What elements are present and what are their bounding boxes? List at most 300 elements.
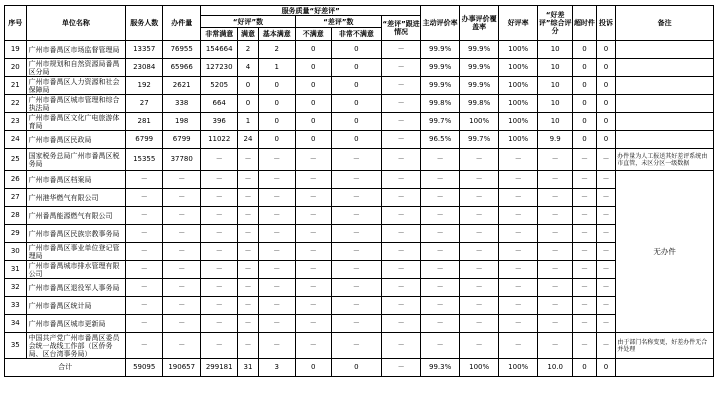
total-label: 合计 (5, 359, 126, 377)
cell-unsatisfied: － (295, 297, 331, 315)
cell-cases: － (163, 225, 201, 243)
cell-seq: 22 (5, 95, 27, 113)
cell-overdue: － (573, 149, 597, 171)
cell-eval-coverage: － (460, 189, 499, 207)
total-complaints: 0 (596, 359, 616, 377)
cell-bad-followup: － (382, 59, 421, 77)
header-served: 服务人数 (126, 6, 163, 41)
cell-eval-coverage: 99.9% (460, 59, 499, 77)
cell-unit: 广州市规划和自然资源局番禺区分局 (26, 59, 126, 77)
cell-very-unsatisfied: 0 (331, 77, 381, 95)
cell-very-unsatisfied: － (331, 225, 381, 243)
cell-unit: 广州市番禺区退役军人事务局 (26, 279, 126, 297)
cell-complaints: 0 (596, 77, 616, 95)
cell-bad-followup: － (382, 225, 421, 243)
header-bad-followup: “差评”跟进情况 (382, 16, 421, 41)
cell-very-unsatisfied: － (331, 333, 381, 359)
evaluation-table (4, 5, 714, 377)
cell-seq: 33 (5, 297, 27, 315)
cell-unsatisfied: 0 (295, 59, 331, 77)
cell-complaints: － (596, 243, 616, 261)
cell-cases: 37780 (163, 149, 201, 171)
cell-served: 15355 (126, 149, 163, 171)
cell-served: － (126, 243, 163, 261)
cell-overdue: 0 (573, 59, 597, 77)
cell-seq: 24 (5, 131, 27, 149)
cell-good-rate: 100% (499, 77, 538, 95)
cell-very-satisfied: － (201, 243, 238, 261)
total-overdue: 0 (573, 359, 597, 377)
cell-basic-satisfied: － (258, 261, 295, 279)
cell-very-satisfied: － (201, 297, 238, 315)
cell-composite: － (538, 189, 573, 207)
cell-composite: － (538, 315, 573, 333)
cell-served: － (126, 315, 163, 333)
header-seq: 序号 (5, 6, 27, 41)
cell-very-satisfied: 154664 (201, 41, 238, 59)
cell-eval-coverage: 99.9% (460, 41, 499, 59)
cell-very-satisfied: － (201, 149, 238, 171)
cell-complaints: － (596, 333, 616, 359)
cell-very-satisfied: － (201, 171, 238, 189)
cell-overdue: 0 (573, 131, 597, 149)
cell-cases: 198 (163, 113, 201, 131)
cell-served: － (126, 171, 163, 189)
cell-very-satisfied: 127230 (201, 59, 238, 77)
cell-unit: 广州市番禺城市排水管理有限公司 (26, 261, 126, 279)
cell-remark: 办件量为人工报送其好差评系统由市直管，未区分区一级数据 (616, 149, 714, 171)
cell-unit: 广州市番禺区统计局 (26, 297, 126, 315)
header-remarks: 备注 (616, 6, 714, 41)
header-basic-satisfied: 基本满意 (258, 28, 295, 41)
cell-basic-satisfied: 0 (258, 113, 295, 131)
cell-eval-coverage: 99.7% (460, 131, 499, 149)
header-very-satisfied: 非常满意 (201, 28, 238, 41)
cell-very-satisfied: － (201, 333, 238, 359)
table-row (5, 225, 714, 243)
cell-overdue: － (573, 189, 597, 207)
cell-very-unsatisfied: － (331, 279, 381, 297)
cell-unsatisfied: 0 (295, 77, 331, 95)
cell-basic-satisfied: － (258, 243, 295, 261)
cell-active-eval-rate: 96.5% (421, 131, 460, 149)
cell-remark (616, 77, 714, 95)
cell-good-rate: － (499, 279, 538, 297)
cell-unit: 广州港华燃气有限公司 (26, 189, 126, 207)
cell-basic-satisfied: 2 (258, 41, 295, 59)
cell-composite: － (538, 207, 573, 225)
cell-bad-followup: － (382, 95, 421, 113)
cell-very-satisfied: － (201, 315, 238, 333)
cell-good-rate: 100% (499, 95, 538, 113)
cell-complaints: 0 (596, 95, 616, 113)
cell-served: 23084 (126, 59, 163, 77)
cell-composite: － (538, 333, 573, 359)
cell-remark (616, 131, 714, 149)
cell-active-eval-rate: 99.9% (421, 77, 460, 95)
cell-active-eval-rate: － (421, 149, 460, 171)
cell-basic-satisfied: － (258, 171, 295, 189)
cell-cases: － (163, 171, 201, 189)
cell-very-unsatisfied: － (331, 297, 381, 315)
cell-seq: 20 (5, 59, 27, 77)
cell-eval-coverage: － (460, 171, 499, 189)
cell-unsatisfied: － (295, 207, 331, 225)
cell-active-eval-rate: － (421, 279, 460, 297)
cell-very-satisfied: 396 (201, 113, 238, 131)
cell-complaints: 0 (596, 131, 616, 149)
cell-complaints: － (596, 279, 616, 297)
cell-cases: － (163, 243, 201, 261)
cell-unsatisfied: － (295, 189, 331, 207)
cell-composite: － (538, 171, 573, 189)
cell-remark-no-cases: 无办件 (616, 171, 714, 333)
cell-satisfied: － (238, 243, 259, 261)
table-row (5, 243, 714, 261)
cell-active-eval-rate: － (421, 207, 460, 225)
header-good-rate: 好评率 (499, 6, 538, 41)
total-very-satisfied: 299181 (201, 359, 238, 377)
cell-very-unsatisfied: － (331, 315, 381, 333)
cell-eval-coverage: － (460, 225, 499, 243)
header-cases: 办件量 (163, 6, 201, 41)
cell-composite: － (538, 297, 573, 315)
cell-unit: 广州市番禺区城市管理和综合执法局 (26, 95, 126, 113)
cell-served: － (126, 207, 163, 225)
header-satisfied: 满意 (238, 28, 259, 41)
cell-complaints: － (596, 261, 616, 279)
cell-served: － (126, 333, 163, 359)
cell-overdue: － (573, 207, 597, 225)
cell-good-rate: 100% (499, 113, 538, 131)
cell-good-rate: － (499, 189, 538, 207)
total-bad-followup: － (382, 359, 421, 377)
cell-unit: 中国共产党广州市番禺区委员会统一战线工作部（区侨务局、区台湾事务局） (26, 333, 126, 359)
table-row (5, 207, 714, 225)
cell-very-unsatisfied: － (331, 207, 381, 225)
cell-remark (616, 113, 714, 131)
cell-good-rate: 100% (499, 41, 538, 59)
cell-remark: 由于部门名称变更，好差办件无合并处理 (616, 333, 714, 359)
total-remark (616, 359, 714, 377)
table-row (5, 149, 714, 171)
cell-very-unsatisfied: － (331, 243, 381, 261)
cell-basic-satisfied: － (258, 225, 295, 243)
cell-seq: 35 (5, 333, 27, 359)
cell-overdue: － (573, 261, 597, 279)
cell-bad-followup: － (382, 297, 421, 315)
cell-seq: 19 (5, 41, 27, 59)
cell-very-satisfied: 11022 (201, 131, 238, 149)
cell-served: － (126, 225, 163, 243)
cell-unit: 广州市番禺区档案局 (26, 171, 126, 189)
cell-very-unsatisfied: － (331, 149, 381, 171)
cell-eval-coverage: － (460, 207, 499, 225)
cell-overdue: 0 (573, 113, 597, 131)
cell-basic-satisfied: － (258, 315, 295, 333)
cell-composite: 10 (538, 95, 573, 113)
cell-good-rate: － (499, 315, 538, 333)
header-quality-group: 服务质量“好差评” (201, 6, 421, 16)
table-row (5, 95, 714, 113)
cell-active-eval-rate: － (421, 225, 460, 243)
total-row (5, 359, 714, 377)
header-very-unsatisfied: 非常不满意 (331, 28, 381, 41)
cell-satisfied: － (238, 297, 259, 315)
cell-unsatisfied: － (295, 225, 331, 243)
cell-satisfied: 24 (238, 131, 259, 149)
cell-seq: 32 (5, 279, 27, 297)
total-eval-coverage: 100% (460, 359, 499, 377)
cell-very-unsatisfied: 0 (331, 113, 381, 131)
cell-eval-coverage: 99.8% (460, 95, 499, 113)
cell-good-rate: － (499, 333, 538, 359)
header-bad-group: “差评”数 (295, 16, 381, 28)
cell-very-unsatisfied: 0 (331, 59, 381, 77)
cell-very-unsatisfied: 0 (331, 41, 381, 59)
cell-very-satisfied: － (201, 207, 238, 225)
cell-very-satisfied: － (201, 279, 238, 297)
cell-unsatisfied: 0 (295, 95, 331, 113)
cell-active-eval-rate: － (421, 315, 460, 333)
cell-unsatisfied: 0 (295, 41, 331, 59)
cell-bad-followup: － (382, 131, 421, 149)
cell-satisfied: 0 (238, 77, 259, 95)
cell-eval-coverage: － (460, 315, 499, 333)
table-row (5, 333, 714, 359)
cell-unit: 广州市番禺区市场监督管理局 (26, 41, 126, 59)
cell-unsatisfied: － (295, 261, 331, 279)
cell-complaints: － (596, 225, 616, 243)
cell-unsatisfied: － (295, 149, 331, 171)
cell-cases: 2621 (163, 77, 201, 95)
cell-satisfied: － (238, 189, 259, 207)
cell-composite: 9.9 (538, 131, 573, 149)
cell-complaints: － (596, 189, 616, 207)
cell-very-unsatisfied: 0 (331, 95, 381, 113)
total-basic-satisfied: 3 (258, 359, 295, 377)
cell-seq: 29 (5, 225, 27, 243)
cell-complaints: 0 (596, 41, 616, 59)
cell-very-satisfied: － (201, 225, 238, 243)
cell-satisfied: － (238, 279, 259, 297)
cell-served: － (126, 297, 163, 315)
cell-very-satisfied: － (201, 261, 238, 279)
header-unsatisfied: 不满意 (295, 28, 331, 41)
cell-complaints: 0 (596, 59, 616, 77)
header-active-eval-rate: 主动评价率 (421, 6, 460, 41)
cell-served: 13357 (126, 41, 163, 59)
cell-bad-followup: － (382, 171, 421, 189)
cell-satisfied: 2 (238, 41, 259, 59)
cell-unsatisfied: 0 (295, 113, 331, 131)
cell-bad-followup: － (382, 333, 421, 359)
cell-bad-followup: － (382, 149, 421, 171)
cell-eval-coverage: － (460, 279, 499, 297)
cell-bad-followup: － (382, 189, 421, 207)
header-composite: “好差评”综合评分 (538, 6, 573, 41)
cell-basic-satisfied: 0 (258, 131, 295, 149)
cell-unit: 广州市番禺区民政局 (26, 131, 126, 149)
cell-eval-coverage: － (460, 261, 499, 279)
cell-very-satisfied: － (201, 189, 238, 207)
cell-cases: 6799 (163, 131, 201, 149)
cell-unit: 广州番禺能源燃气有限公司 (26, 207, 126, 225)
table-row (5, 315, 714, 333)
cell-satisfied: － (238, 207, 259, 225)
total-active-eval-rate: 99.3% (421, 359, 460, 377)
cell-unsatisfied: － (295, 333, 331, 359)
cell-active-eval-rate: － (421, 189, 460, 207)
cell-composite: － (538, 261, 573, 279)
cell-overdue: － (573, 297, 597, 315)
cell-cases: － (163, 297, 201, 315)
cell-seq: 28 (5, 207, 27, 225)
cell-overdue: － (573, 279, 597, 297)
table-body (5, 41, 714, 377)
cell-complaints: － (596, 315, 616, 333)
cell-eval-coverage: 99.9% (460, 77, 499, 95)
cell-cases: － (163, 207, 201, 225)
header-complaints: 投诉 (596, 6, 616, 41)
cell-basic-satisfied: 0 (258, 77, 295, 95)
cell-overdue: － (573, 333, 597, 359)
cell-remark (616, 95, 714, 113)
cell-seq: 31 (5, 261, 27, 279)
cell-good-rate: － (499, 261, 538, 279)
cell-unsatisfied: 0 (295, 131, 331, 149)
cell-served: － (126, 261, 163, 279)
cell-bad-followup: － (382, 77, 421, 95)
cell-active-eval-rate: 99.8% (421, 95, 460, 113)
cell-unsatisfied: － (295, 171, 331, 189)
cell-satisfied: 1 (238, 113, 259, 131)
cell-overdue: － (573, 315, 597, 333)
cell-complaints: － (596, 171, 616, 189)
cell-cases: 76955 (163, 41, 201, 59)
cell-basic-satisfied: 0 (258, 95, 295, 113)
cell-seq: 30 (5, 243, 27, 261)
cell-active-eval-rate: 99.9% (421, 41, 460, 59)
cell-unsatisfied: － (295, 279, 331, 297)
cell-seq: 21 (5, 77, 27, 95)
cell-very-satisfied: 664 (201, 95, 238, 113)
cell-bad-followup: － (382, 113, 421, 131)
cell-served: 281 (126, 113, 163, 131)
total-unsatisfied: 0 (295, 359, 331, 377)
cell-composite: － (538, 279, 573, 297)
cell-satisfied: 4 (238, 59, 259, 77)
cell-served: 27 (126, 95, 163, 113)
header-good-group: “好评”数 (201, 16, 296, 28)
cell-overdue: － (573, 225, 597, 243)
table-row (5, 297, 714, 315)
table-row (5, 131, 714, 149)
cell-unsatisfied: － (295, 243, 331, 261)
cell-eval-coverage: － (460, 243, 499, 261)
cell-cases: － (163, 315, 201, 333)
cell-basic-satisfied: － (258, 189, 295, 207)
cell-seq: 34 (5, 315, 27, 333)
cell-unit: 国家税务总局广州市番禺区税务局 (26, 149, 126, 171)
table-row (5, 279, 714, 297)
cell-basic-satisfied: 1 (258, 59, 295, 77)
cell-complaints: － (596, 149, 616, 171)
cell-seq: 26 (5, 171, 27, 189)
cell-cases: 65966 (163, 59, 201, 77)
cell-good-rate: － (499, 243, 538, 261)
cell-satisfied: － (238, 225, 259, 243)
table-row (5, 59, 714, 77)
cell-very-unsatisfied: － (331, 261, 381, 279)
cell-unit: 广州市番禺区城市更新局 (26, 315, 126, 333)
cell-served: 192 (126, 77, 163, 95)
table-row (5, 171, 714, 189)
cell-good-rate: － (499, 207, 538, 225)
header-overdue: 超时件 (573, 6, 597, 41)
cell-overdue: 0 (573, 41, 597, 59)
total-cases: 190657 (163, 359, 201, 377)
table-header (5, 6, 714, 41)
cell-satisfied: － (238, 149, 259, 171)
cell-very-unsatisfied: － (331, 171, 381, 189)
header-eval-coverage: 办事评价覆盖率 (460, 6, 499, 41)
cell-good-rate: 100% (499, 131, 538, 149)
cell-good-rate: － (499, 171, 538, 189)
cell-cases: － (163, 189, 201, 207)
table-row (5, 77, 714, 95)
cell-served: － (126, 189, 163, 207)
cell-cases: － (163, 261, 201, 279)
total-composite: 10.0 (538, 359, 573, 377)
total-very-unsatisfied: 0 (331, 359, 381, 377)
cell-composite: － (538, 225, 573, 243)
table-row (5, 41, 714, 59)
cell-basic-satisfied: － (258, 149, 295, 171)
cell-overdue: 0 (573, 77, 597, 95)
cell-composite: － (538, 149, 573, 171)
cell-cases: － (163, 279, 201, 297)
cell-composite: 10 (538, 77, 573, 95)
cell-active-eval-rate: － (421, 243, 460, 261)
cell-active-eval-rate: － (421, 333, 460, 359)
cell-bad-followup: － (382, 41, 421, 59)
cell-eval-coverage: － (460, 149, 499, 171)
cell-satisfied: 0 (238, 95, 259, 113)
cell-active-eval-rate: 99.9% (421, 59, 460, 77)
cell-basic-satisfied: － (258, 333, 295, 359)
cell-complaints: － (596, 297, 616, 315)
cell-unit: 广州市番禺区文化广电旅游体育局 (26, 113, 126, 131)
cell-good-rate: － (499, 225, 538, 243)
cell-complaints: － (596, 207, 616, 225)
cell-bad-followup: － (382, 279, 421, 297)
cell-seq: 23 (5, 113, 27, 131)
cell-complaints: 0 (596, 113, 616, 131)
cell-composite: 10 (538, 41, 573, 59)
cell-composite: － (538, 243, 573, 261)
cell-overdue: 0 (573, 95, 597, 113)
cell-remark (616, 41, 714, 59)
cell-active-eval-rate: － (421, 261, 460, 279)
table-row (5, 261, 714, 279)
total-satisfied: 31 (238, 359, 259, 377)
cell-very-unsatisfied: 0 (331, 131, 381, 149)
cell-composite: 10 (538, 113, 573, 131)
cell-eval-coverage: － (460, 333, 499, 359)
cell-served: 6799 (126, 131, 163, 149)
cell-very-satisfied: 5205 (201, 77, 238, 95)
